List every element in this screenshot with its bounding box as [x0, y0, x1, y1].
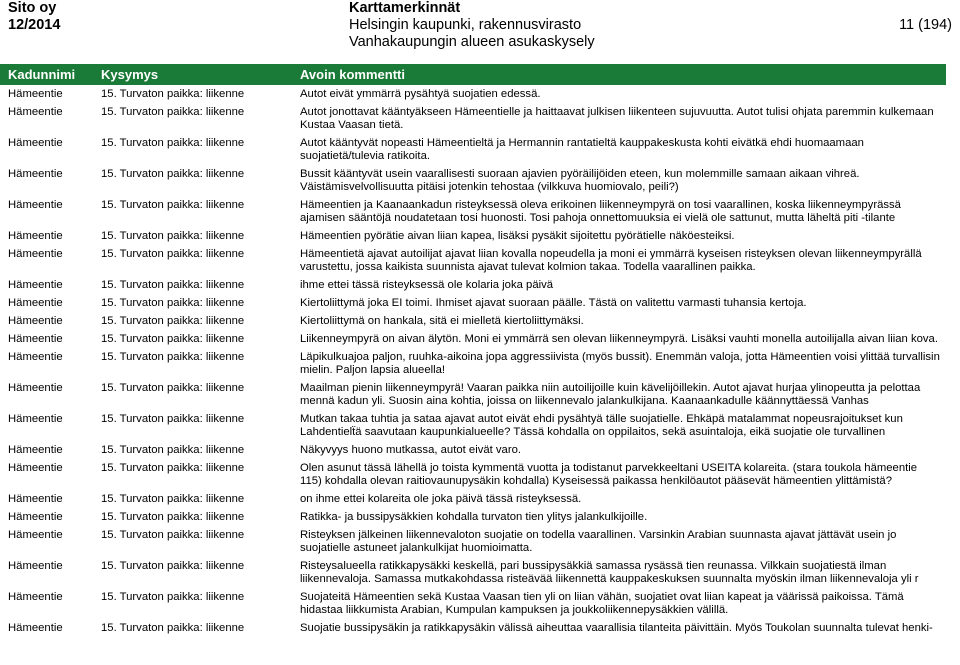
- column-header-comment: Avoin kommentti: [300, 67, 405, 82]
- comment-cell: Olen asunut tässä lähellä jo toista kymmentä vuotta ja todistanut parvekkeeltani USEITA kolareita. (stara toukola hämeentie 115) kohdalla olevan raitiovaunupysäkin kohdalla) Kyseisessä paikassa henkilöautot pääsevät hämeentien ylittämistä?: [300, 462, 918, 487]
- question-cell: 15. Turvaton paikka: liikenne: [101, 511, 245, 523]
- comment-cell: Risteysalueella ratikkapysäkki keskellä, pari bussipysäkkiä samassa rysässä tien reunassa. Vilkkain suojatiestä ilman liikennevaloja. Samassa mutkakohdassa risteävää liikennettä kauppakeskuksen suunnalta myöskin ilman liikennevaloja yli r: [300, 560, 919, 585]
- table-row: [0, 619, 960, 637]
- question-cell: 15. Turvaton paikka: liikenne: [101, 137, 245, 149]
- comment-cell: Hämeentietä ajavat autoilijat ajavat liian kovalla nopeudella ja moni ei ymmärrä kyseisen risteyksen olevan liikenneympyrällä varustettu, jossa kaikista suunnista ajavat tulevat kolmion takaa. Todella vaarallinen paikka.: [300, 248, 922, 273]
- table-row: [0, 196, 960, 227]
- street-name-cell: Hämeentie: [8, 230, 63, 242]
- question-cell: 15. Turvaton paikka: liikenne: [101, 591, 245, 603]
- company-name: Sito oy: [8, 0, 57, 16]
- question-cell: 15. Turvaton paikka: liikenne: [101, 444, 245, 456]
- document-title: Karttamerkinnät: [349, 0, 461, 16]
- question-cell: 15. Turvaton paikka: liikenne: [101, 351, 245, 363]
- table-row: [0, 557, 960, 588]
- street-name-cell: Hämeentie: [8, 462, 63, 474]
- comment-cell: Autot eivät ymmärrä pysähtyä suojatien edessä.: [300, 88, 541, 100]
- question-cell: 15. Turvaton paikka: liikenne: [101, 529, 245, 541]
- street-name-cell: Hämeentie: [8, 529, 63, 541]
- report-date: 12/2014: [8, 17, 61, 33]
- comment-cell: Kiertoliittymä joka EI toimi. Ihmiset ajavat suoraan päälle. Tästä on valitettu varmasti tuhansia kertoja.: [300, 297, 807, 309]
- table-row: [0, 245, 960, 276]
- comment-cell: Liikenneympyrä on aivan älytön. Moni ei ymmärrä sen olevan liikenneympyrä. Lisäksi vauhti monella autoilijalla aivan liian kova.: [300, 333, 938, 345]
- street-name-cell: Hämeentie: [8, 351, 63, 363]
- street-name-cell: Hämeentie: [8, 315, 63, 327]
- street-name-cell: Hämeentie: [8, 493, 63, 505]
- comment-cell: Kiertoliittymä on hankala, sitä ei mielletä kiertoliittymäksi.: [300, 315, 584, 327]
- table-row: [0, 441, 960, 459]
- street-name-cell: Hämeentie: [8, 382, 63, 394]
- comment-cell: on ihme ettei kolareita ole joka päivä tässä risteyksessä.: [300, 493, 582, 505]
- column-header-question: Kysymys: [101, 67, 159, 82]
- street-name-cell: Hämeentie: [8, 199, 63, 211]
- table-row: [0, 330, 960, 348]
- comment-cell: Hämeentien pyörätie aivan liian kapea, lisäksi pysäkit sijoitettu pyörätielle näköesteiksi.: [300, 230, 735, 242]
- question-cell: 15. Turvaton paikka: liikenne: [101, 462, 245, 474]
- table-body: [0, 85, 960, 637]
- comment-cell: Ratikka- ja bussipysäkkien kohdalla turvaton tien ylitys jalankulkijoille.: [300, 511, 648, 523]
- street-name-cell: Hämeentie: [8, 168, 63, 180]
- question-cell: 15. Turvaton paikka: liikenne: [101, 88, 245, 100]
- question-cell: 15. Turvaton paikka: liikenne: [101, 248, 245, 260]
- comment-cell: Mutkan takaa tuhtia ja sataa ajavat autot eivät ehdi pysähtyä tälle suojatielle. Ehkäpä matalammat nopeusrajoitukset kun Lahdentielẗä saavutaan kaupunkialueelle? Tässä kohdalla on oppilaitos, sekä asuintaloja, eikä suojatie ole turvallinen: [300, 413, 903, 438]
- survey-name: Vanhakaupungin alueen asukaskysely: [349, 34, 595, 50]
- street-name-cell: Hämeentie: [8, 106, 63, 118]
- question-cell: 15. Turvaton paikka: liikenne: [101, 622, 245, 634]
- page-number: 11 (194): [899, 17, 952, 33]
- question-cell: 15. Turvaton paikka: liikenne: [101, 333, 245, 345]
- street-name-cell: Hämeentie: [8, 560, 63, 572]
- question-cell: 15. Turvaton paikka: liikenne: [101, 106, 245, 118]
- comment-cell: Autot kääntyvät nopeasti Hämeentieltä ja Hermannin rantatieltä kauppakeskusta kohti eivätkä ehdi huomaamaan suojatietä/tulevia ratikoita.: [300, 137, 864, 162]
- question-cell: 15. Turvaton paikka: liikenne: [101, 168, 245, 180]
- street-name-cell: Hämeentie: [8, 137, 63, 149]
- comment-cell: ihme ettei tässä risteyksessä ole kolaria joka päivä: [300, 279, 554, 291]
- table-row: [0, 227, 960, 245]
- street-name-cell: Hämeentie: [8, 511, 63, 523]
- page-header: [0, 0, 960, 64]
- street-name-cell: Hämeentie: [8, 88, 63, 100]
- street-name-cell: Hämeentie: [8, 297, 63, 309]
- table-row: [0, 588, 960, 619]
- street-name-cell: Hämeentie: [8, 622, 63, 634]
- organization: Helsingin kaupunki, rakennusvirasto: [349, 17, 582, 33]
- street-name-cell: Hämeentie: [8, 333, 63, 345]
- question-cell: 15. Turvaton paikka: liikenne: [101, 199, 245, 211]
- street-name-cell: Hämeentie: [8, 591, 63, 603]
- table-row: [0, 508, 960, 526]
- table-row: [0, 165, 960, 196]
- question-cell: 15. Turvaton paikka: liikenne: [101, 230, 245, 242]
- comment-cell: Risteyksen jälkeinen liikennevaloton suojatie on todella vaarallinen. Varsinkin Arabian suunnasta ajavat jättävät usein jo suojatielle astuneet jalankulkijat huomioimatta.: [300, 529, 897, 554]
- table-row: [0, 410, 960, 441]
- question-cell: 15. Turvaton paikka: liikenne: [101, 560, 245, 572]
- table-row: [0, 276, 960, 294]
- street-name-cell: Hämeentie: [8, 444, 63, 456]
- comment-cell: Suojateitä Hämeentien sekä Kustaa Vaasan tien yli on liian vähän, suojatiet ovat liian kapeat ja väärissä paikoissa. Tämä hidastaa liikkumista Arabian, Kumpulan kampuksen ja joukkoliikennepysäkkien välillä.: [300, 591, 904, 616]
- table-row: [0, 312, 960, 330]
- table-row: [0, 490, 960, 508]
- table-header: [0, 64, 946, 85]
- table-row: [0, 134, 960, 165]
- header-center: [349, 0, 595, 51]
- comment-cell: Hämeentien ja Kaanaankadun risteyksessä oleva erikoinen liikenneympyrä on tosi vaarallinen, koska liikenneympyrässä ajamisen sääntöjä noudatetaan tosi huonosti. Tosi pahoja onnettomuuksia ei vielä ole sattunut, mutta läheltä piti -tilante: [300, 199, 901, 224]
- question-cell: 15. Turvaton paikka: liikenne: [101, 413, 245, 425]
- comment-cell: Suojatie bussipysäkin ja ratikkapysäkin välissä aiheuttaa vaarallisia tilanteita päivittäin. Myös Toukolan suunnalta tulevat henki-: [300, 622, 933, 634]
- table-row: [0, 103, 960, 134]
- question-cell: 15. Turvaton paikka: liikenne: [101, 493, 245, 505]
- table-row: [0, 459, 960, 490]
- table-row: [0, 379, 960, 410]
- comment-cell: Maailman pienin liikenneympyrä! Vaaran paikka niin autoilijoille kuin kävelijöillekin. Autot ajavat hurjaa ylinopeutta ja pelottaa mennä kadun yli. Suosin aina kohtia, joissa on liikennevalo jalankulkijana. Kaanaankadulle käännyttäessä Vanhas: [300, 382, 921, 407]
- question-cell: 15. Turvaton paikka: liikenne: [101, 382, 245, 394]
- question-cell: 15. Turvaton paikka: liikenne: [101, 315, 245, 327]
- street-name-cell: Hämeentie: [8, 248, 63, 260]
- question-cell: 15. Turvaton paikka: liikenne: [101, 297, 245, 309]
- table-row: [0, 526, 960, 557]
- table-row: [0, 294, 960, 312]
- table-row: [0, 85, 960, 103]
- header-left: [8, 0, 60, 34]
- street-name-cell: Hämeentie: [8, 413, 63, 425]
- table-row: [0, 348, 960, 379]
- question-cell: 15. Turvaton paikka: liikenne: [101, 279, 245, 291]
- street-name-cell: Hämeentie: [8, 279, 63, 291]
- comment-cell: Näkyvyys huono mutkassa, autot eivät varo.: [300, 444, 522, 456]
- comment-cell: Autot jonottavat kääntyäkseen Hämeentielle ja haittaavat julkisen liikenteen sujuvuutta. Autot tulisi ohjata paremmin kulkemaan Kustaa Vaasan tietä.: [300, 106, 934, 131]
- column-header-street: Kadunnimi: [8, 67, 76, 82]
- comment-cell: Bussit kääntyvät usein vaarallisesti suoraan ajavien pyöräilijöiden eteen, kun molemmille samaan aikaan vihreä. Väistämisvelvollisuutta pitäisi jotenkin tehostaa (vilkkuva huomiovalo, peili?): [300, 168, 860, 193]
- comment-cell: Läpikulkuajoa paljon, ruuhka-aikoina jopa aggressiivista (myös bussit). Enemmän valoja, jotta Hämeentien voisi ylittää turvallisin mielin. Paljon lapsia alueella!: [300, 351, 940, 376]
